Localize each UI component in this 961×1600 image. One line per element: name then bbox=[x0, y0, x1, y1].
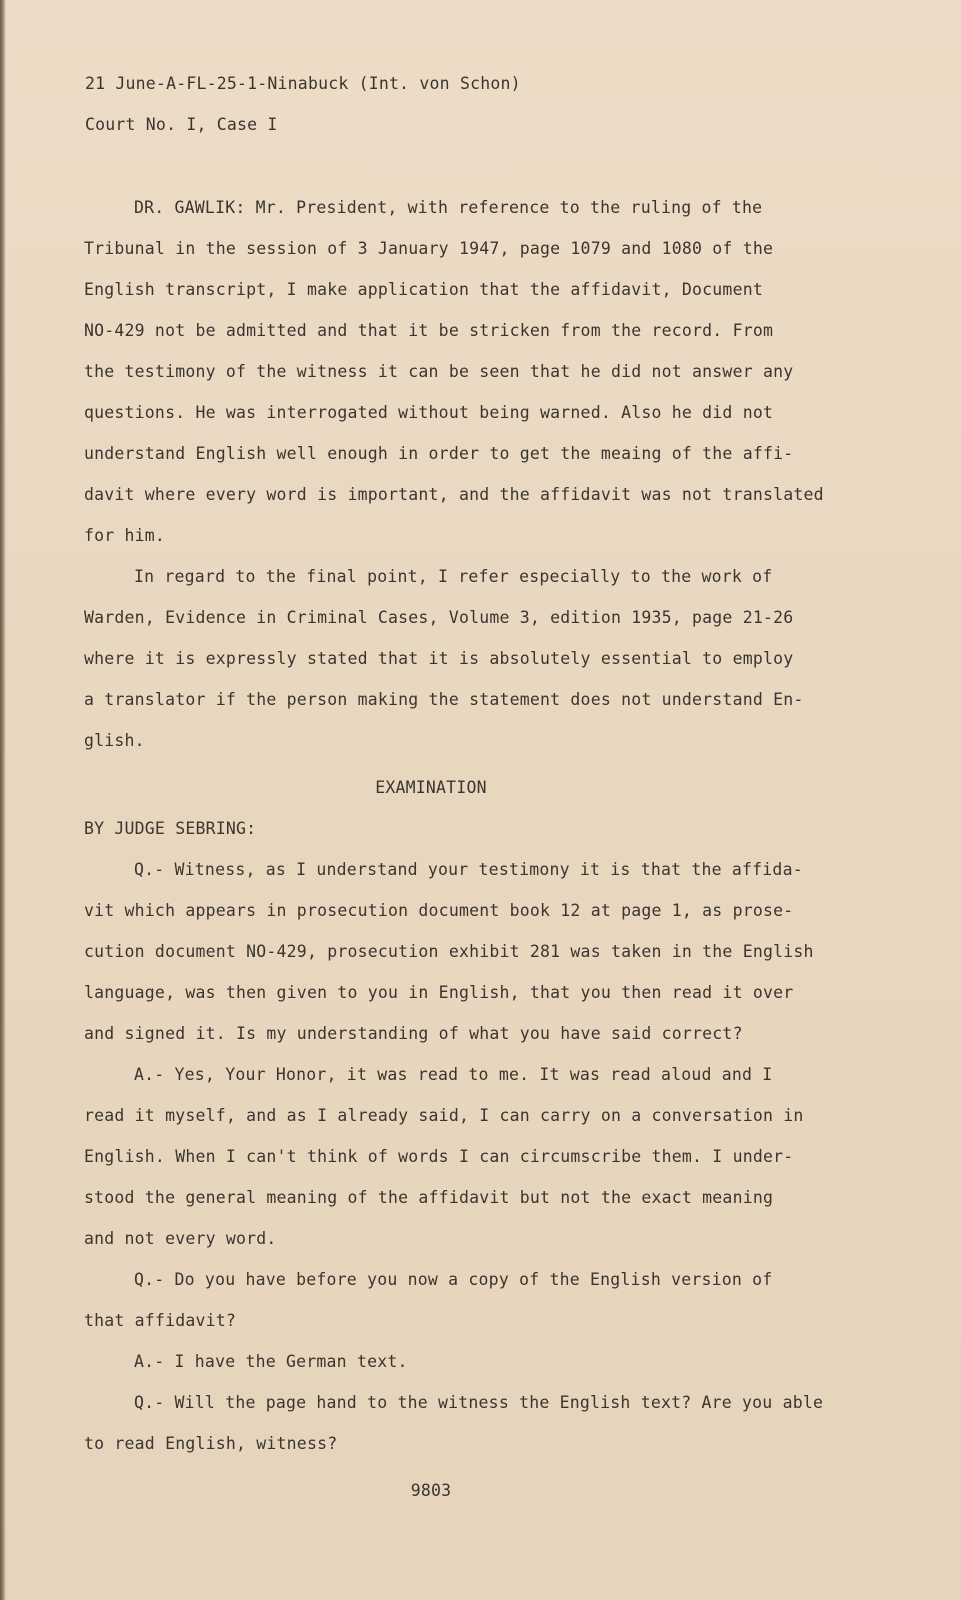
header-court: Court No. I, Case I bbox=[85, 115, 278, 134]
header-case-reference: 21 June-A-FL-25-1-Ninabuck (Int. von Schon) bbox=[85, 74, 521, 93]
paragraph-line: a translator if the person making the statement does not understand En- bbox=[84, 690, 804, 709]
paragraph-line: DR. GAWLIK: Mr. President, with reference to the ruling of the bbox=[134, 198, 763, 217]
qa-line: and not every word. bbox=[84, 1229, 277, 1248]
qa-line: vit which appears in prosecution document book 12 at page 1, as prose- bbox=[84, 901, 794, 920]
paragraph-line: glish. bbox=[84, 731, 145, 750]
paragraph-line: NO-429 not be admitted and that it be stricken from the record. From bbox=[84, 321, 774, 340]
qa-line: Q.- Witness, as I understand your testimony it is that the affida- bbox=[134, 860, 803, 879]
paragraph-line: Tribunal in the session of 3 January 1947, page 1079 and 1080 of the bbox=[84, 239, 774, 258]
page-number: 9803 bbox=[410, 1481, 452, 1500]
paragraph-line: for him. bbox=[84, 526, 166, 545]
section-title: EXAMINATION bbox=[375, 778, 487, 797]
qa-line: and signed it. Is my understanding of what you have said correct? bbox=[84, 1024, 743, 1043]
paragraph-line: where it is expressly stated that it is absolutely essential to employ bbox=[84, 649, 794, 668]
paragraph-line: In regard to the final point, I refer especially to the work of bbox=[134, 567, 773, 586]
qa-line: stood the general meaning of the affidavit but not the exact meaning bbox=[84, 1188, 774, 1207]
qa-line: read it myself, and as I already said, I can carry on a conversation in bbox=[84, 1106, 804, 1125]
paragraph-line: davit where every word is important, and the affidavit was not translated bbox=[84, 485, 824, 504]
examiner-heading: BY JUDGE SEBRING: bbox=[84, 819, 257, 838]
qa-line: A.- I have the German text. bbox=[134, 1352, 408, 1371]
page-edge-shadow bbox=[0, 0, 6, 1600]
qa-line: English. When I can't think of words I can circumscribe them. I under- bbox=[84, 1147, 794, 1166]
paragraph-line: the testimony of the witness it can be seen that he did not answer any bbox=[84, 362, 794, 381]
paragraph-line: understand English well enough in order to get the meaing of the affi- bbox=[84, 444, 794, 463]
qa-line: cution document NO-429, prosecution exhibit 281 was taken in the English bbox=[84, 942, 814, 961]
paragraph-line: questions. He was interrogated without being warned. Also he did not bbox=[84, 403, 774, 422]
paragraph-line: Warden, Evidence in Criminal Cases, Volume 3, edition 1935, page 21-26 bbox=[84, 608, 794, 627]
qa-line: to read English, witness? bbox=[84, 1434, 338, 1453]
qa-line: Q.- Do you have before you now a copy of the English version of bbox=[134, 1270, 773, 1289]
qa-line: language, was then given to you in English, that you then read it over bbox=[84, 983, 794, 1002]
qa-line: Q.- Will the page hand to the witness the English text? Are you able bbox=[134, 1393, 824, 1412]
qa-line: A.- Yes, Your Honor, it was read to me. It was read aloud and I bbox=[134, 1065, 773, 1084]
qa-line: that affidavit? bbox=[84, 1311, 237, 1330]
paragraph-line: English transcript, I make application that the affidavit, Document bbox=[84, 280, 763, 299]
